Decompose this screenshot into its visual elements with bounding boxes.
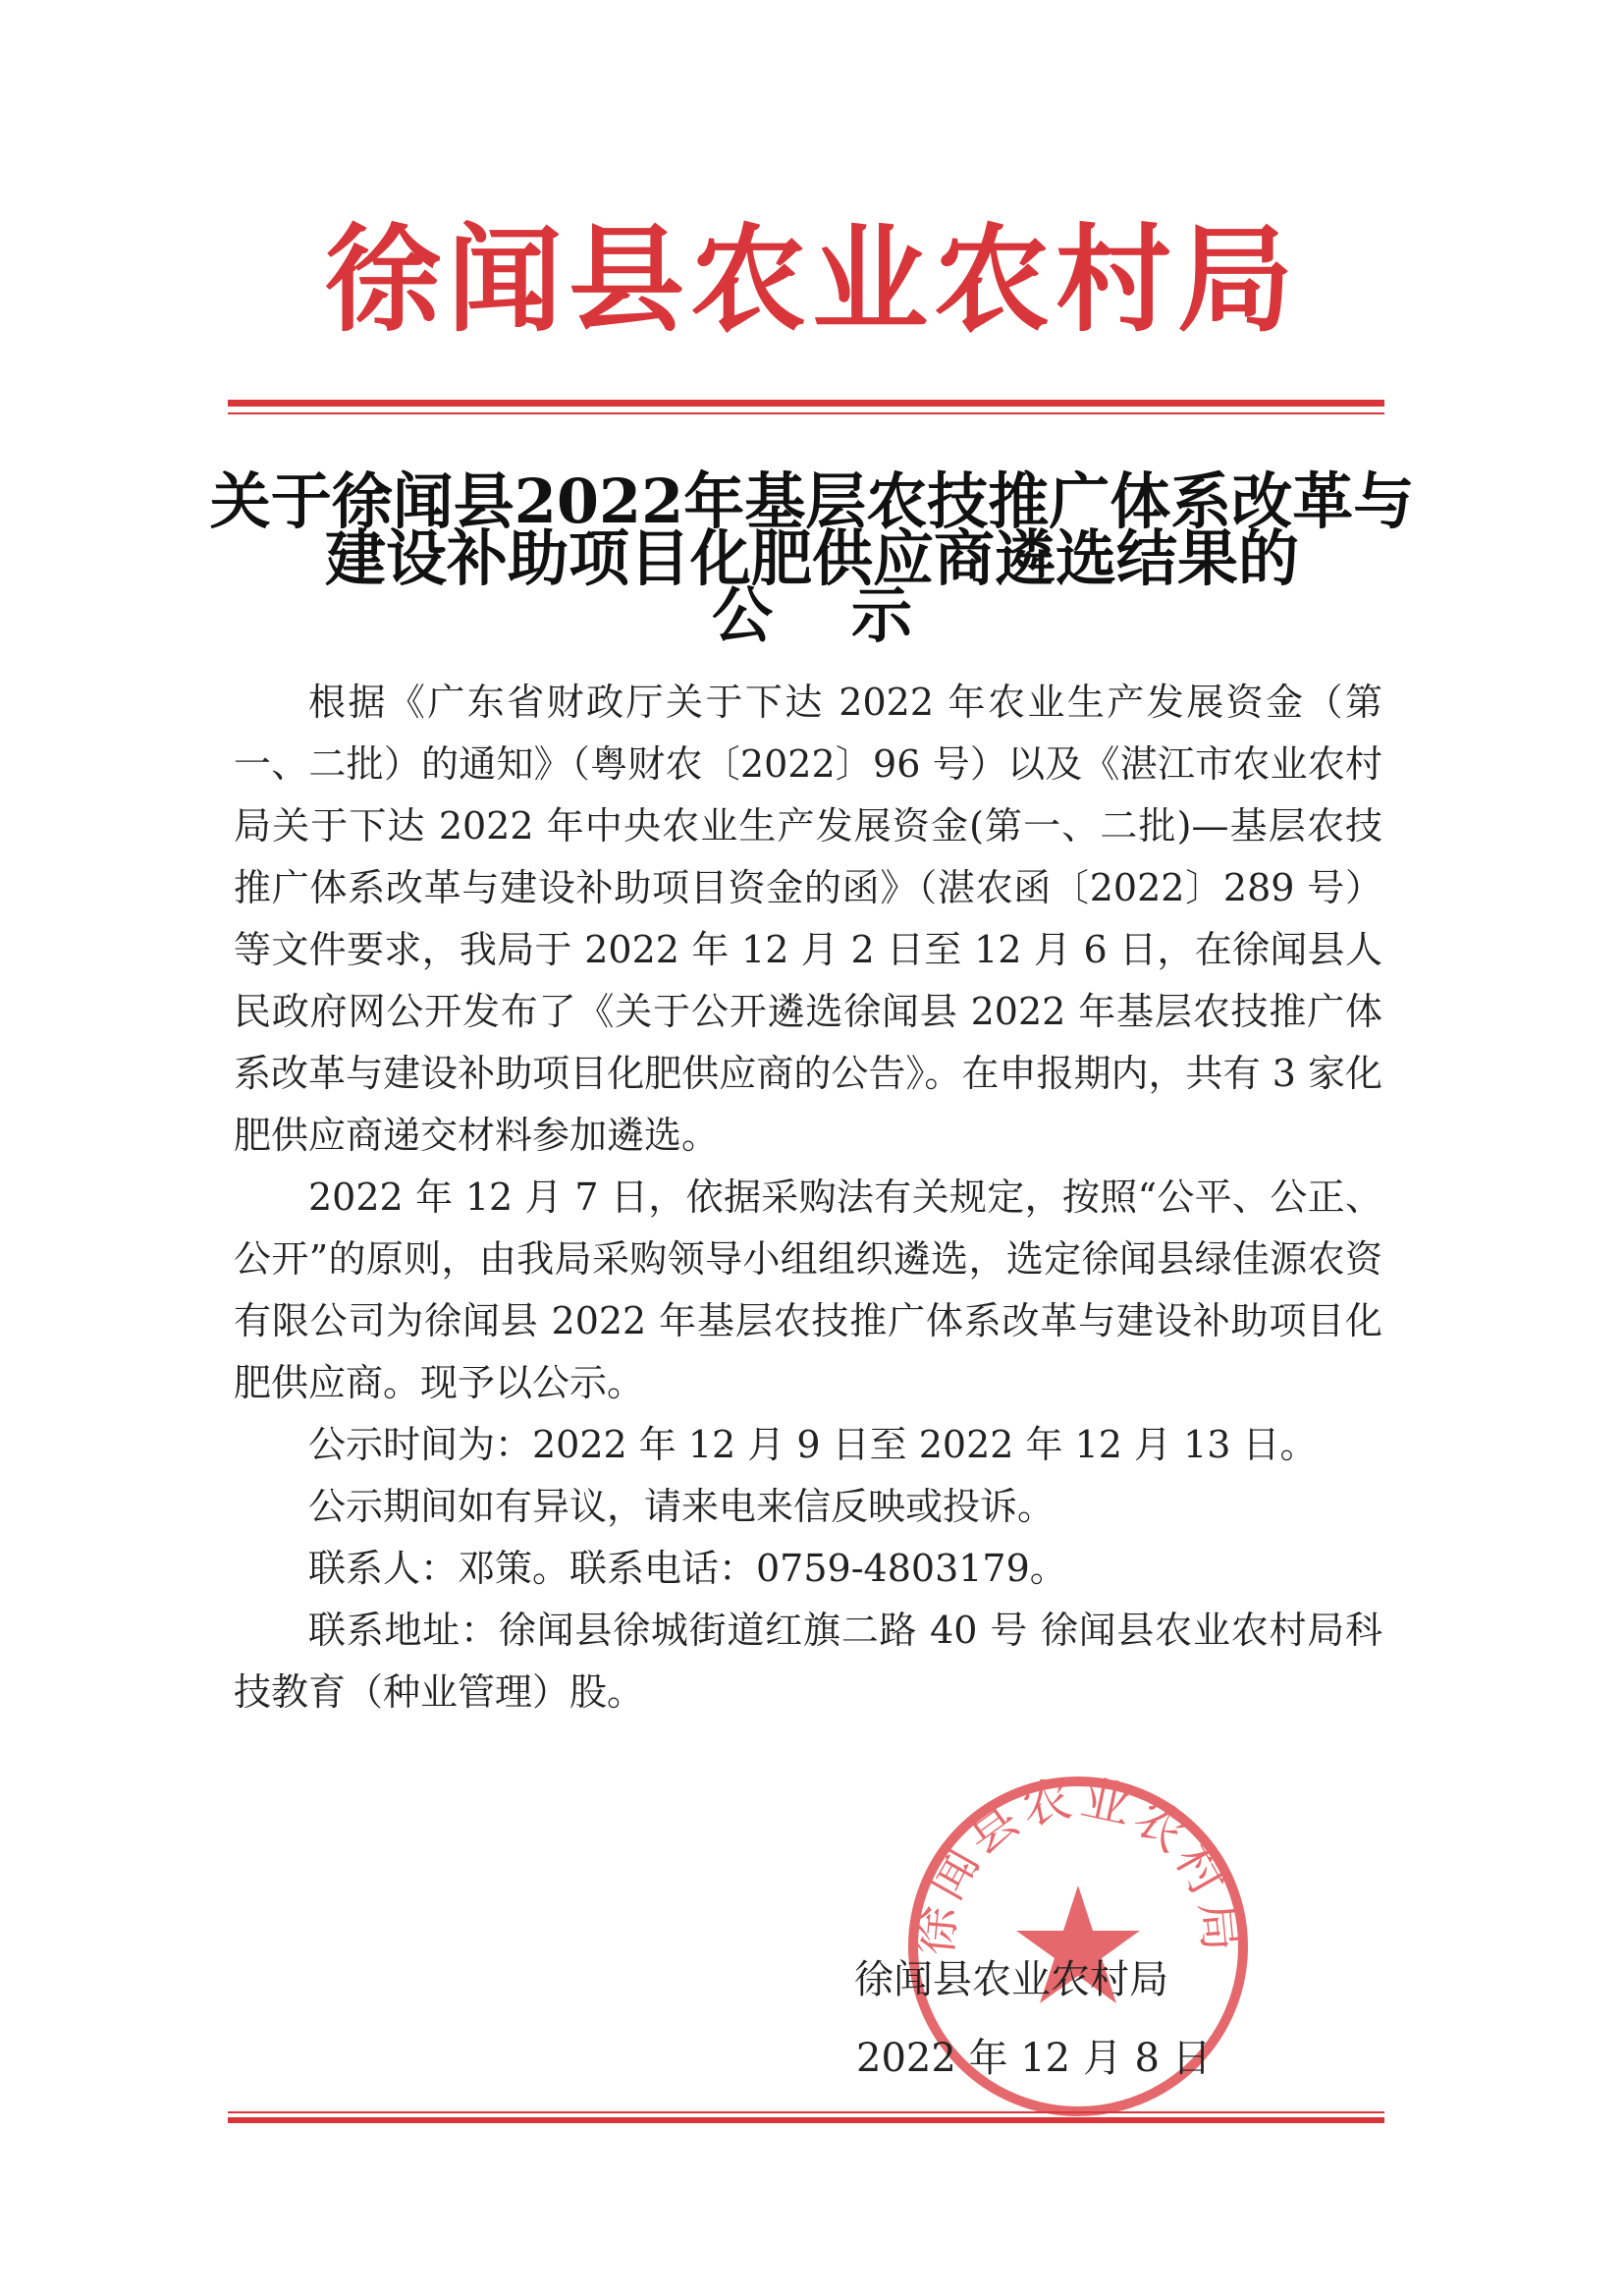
body-paragraph-period: 公示时间为：2022 年 12 月 9 日至 2022 年 12 月 13 日。 — [308, 1423, 1318, 1466]
signature-date: 2022 年 12 月 8 日 — [856, 2036, 1212, 2081]
title-line-1: 关于徐闻县2022年基层农技推广体系改革与 — [209, 465, 1415, 537]
body-paragraph-objection: 公示期间如有异议，请来电来信反映或投诉。 — [308, 1485, 1056, 1528]
body-paragraph-basis: 根据《广东省财政厅关于下达 2022 年农业生产发展资金（第一、二批）的通知》（粤财农〔2022〕96 号）以及《湛江市农业农村局关于下达 2022 年中央农业生产发展资金(第一、二批)—基层农技推广体系改革与建设补助项目资金的函》（湛农函〔2022〕289 号）等文件要求，我局于 2022 年 12 月 2 日至 12 月 6 日，在徐闻县人民政府网公开发布了《关于公开遴选徐闻县 2022 年基层农技推广体系改革与建设补助项目化肥供应商的公告》。在申报期内，共有 3 家化肥供应商递交材料参加遴选。 — [234, 681, 1382, 1157]
body-paragraph-contact: 联系人：邓策。联系电话：0759-4803179。 — [308, 1547, 1067, 1590]
title-line-3: 公示 — [711, 579, 991, 651]
footer-rule-thin — [228, 2111, 1384, 2113]
title-line-2: 建设补助项目化肥供应商遴选结果的 — [324, 522, 1299, 594]
signature-block — [854, 1941, 1212, 2098]
footer-rule-thick — [228, 2117, 1384, 2123]
body-paragraph-result: 2022 年 12 月 7 日，依据采购法有关规定，按照“公平、公正、公开”的原则，由我局采购领导小组组织遴选，选定徐闻县绿佳源农资有限公司为徐闻县 2022 年基层农技推广体系改革与建设补助项目化肥供应商。现予以公示。 — [234, 1175, 1382, 1404]
signature-org: 徐闻县农业农村局 — [854, 1957, 1168, 2002]
document-title — [196, 465, 1428, 651]
body-paragraph-address: 联系地址：徐闻县徐城街道红旗二路 40 号 徐闻县农业农村局科技教育（种业管理）股。 — [234, 1609, 1382, 1714]
document-body — [234, 672, 1382, 1723]
letterhead-org-name: 徐闻县农业农村局 — [324, 211, 1299, 348]
letterhead-rule-thin — [228, 412, 1384, 414]
seal-text: 徐闻县农业农村局 — [905, 1770, 1251, 1958]
letterhead-rule-thick — [228, 400, 1384, 407]
